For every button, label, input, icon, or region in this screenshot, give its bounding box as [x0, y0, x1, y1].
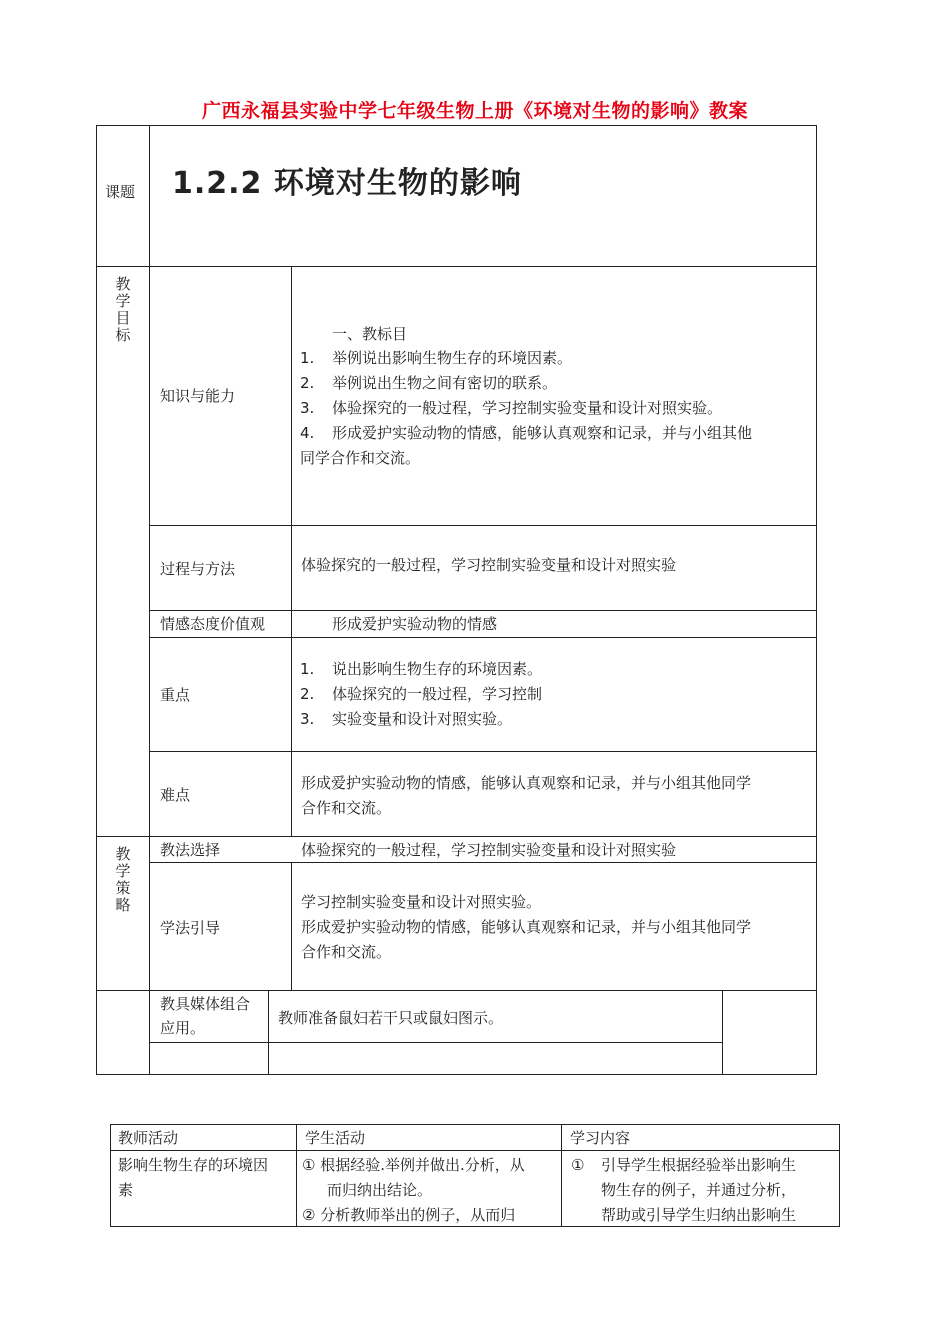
method-text: 体验探究的一般过程，学习控制实验变量和设计对照实验 [301, 841, 677, 859]
attitude-text: 形成爱护实验动物的情感 [332, 615, 498, 633]
guide-label: 学法引导 [160, 919, 221, 937]
lesson-label: 课题 [105, 183, 136, 201]
key-point-item: 2. 体验探究的一般过程，学习控制 [300, 685, 543, 703]
student-activity-header: 学生活动 [305, 1129, 366, 1147]
learning-content-cell: 物生存的例子，并通过分析， [601, 1181, 797, 1199]
objectives-section-label: 教学目标 [115, 275, 131, 344]
knowledge-item-continuation: 同学合作和交流。 [300, 449, 421, 467]
difficulty-text: 合作和交流。 [301, 799, 392, 817]
media-text: 教师准备鼠妇若干只或鼠妇图示。 [278, 1009, 504, 1027]
knowledge-item: 1. 举例说出影响生物生存的环境因素。 [300, 349, 573, 367]
document-title: 广西永福县实验中学七年级生物上册《环境对生物的影响》教案 [201, 100, 748, 122]
process-label: 过程与方法 [160, 560, 236, 578]
difficulty-label: 难点 [160, 786, 191, 804]
attitude-label: 情感态度价值观 [160, 615, 266, 633]
media-label: 应用。 [160, 1019, 206, 1037]
knowledge-item: 3. 体验探究的一般过程，学习控制实验变量和设计对照实验。 [300, 399, 723, 417]
student-activity-cell: 而归纳出结论。 [327, 1181, 433, 1199]
learning-content-cell: 引导学生根据经验举出影响生 [601, 1156, 797, 1174]
guide-text: 学习控制实验变量和设计对照实验。 [301, 893, 542, 911]
key-point-item: 1. 说出影响生物生存的环境因素。 [300, 660, 543, 678]
teacher-activity-cell: 素 [118, 1181, 134, 1199]
guide-text: 合作和交流。 [301, 943, 392, 961]
difficulty-text: 形成爱护实验动物的情感，能够认真观察和记录，并与小组其他同学 [301, 774, 752, 792]
teacher-activity-header: 教师活动 [118, 1129, 179, 1147]
method-label: 教法选择 [160, 841, 221, 859]
media-label: 教具媒体组合 [160, 995, 251, 1013]
guide-text: 形成爱护实验动物的情感，能够认真观察和记录，并与小组其他同学 [301, 918, 752, 936]
teacher-activity-cell: 影响生物生存的环境因 [118, 1156, 269, 1174]
content-marker: ① [571, 1156, 585, 1174]
knowledge-heading: 一、教标目 [332, 325, 408, 343]
student-activity-cell: ② 分析教师举出的例子，从而归 [302, 1206, 516, 1224]
key-points-label: 重点 [160, 686, 191, 704]
process-text: 体验探究的一般过程，学习控制实验变量和设计对照实验 [301, 556, 677, 574]
key-point-item: 3. 实验变量和设计对照实验。 [300, 710, 513, 728]
learning-content-cell: 帮助或引导学生归纳出影响生 [601, 1206, 797, 1224]
lesson-topic: 1.2.2 环境对生物的影响 [172, 166, 522, 201]
knowledge-item: 2. 举例说出生物之间有密切的联系。 [300, 374, 558, 392]
knowledge-item: 4. 形成爱护实验动物的情感，能够认真观察和记录，并与小组其他 [300, 424, 753, 442]
learning-content-header: 学习内容 [570, 1129, 631, 1147]
student-activity-cell: ① 根据经验.举例并做出.分析，从 [302, 1156, 525, 1174]
strategy-section-label: 教学策略 [115, 845, 131, 914]
knowledge-label: 知识与能力 [160, 387, 236, 405]
